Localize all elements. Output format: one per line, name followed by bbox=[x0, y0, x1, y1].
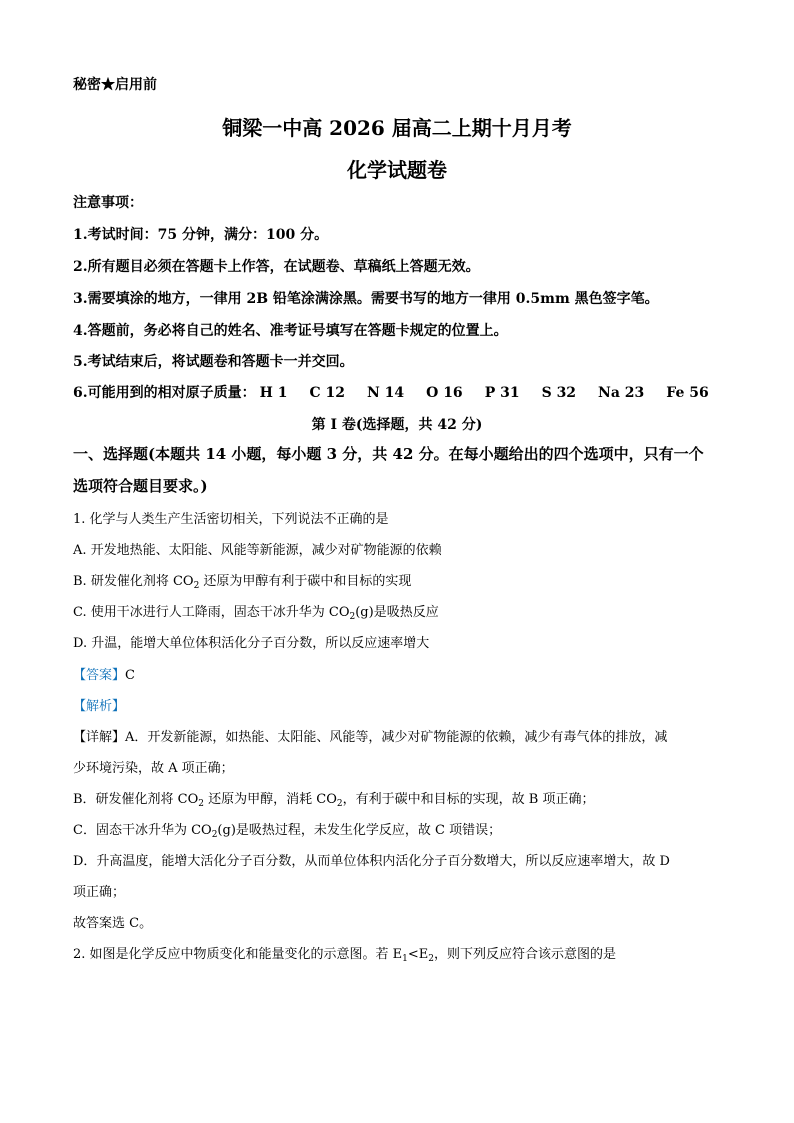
atomic-mass: H 1 bbox=[259, 385, 288, 401]
atomic-mass: C 12 bbox=[309, 385, 345, 401]
atomic-mass: N 14 bbox=[366, 385, 405, 401]
q1-detail-a: 【详解】A．开发新能源，如热能、太阳能、风能等，减少对矿物能源的依赖，减少有毒气体的排放，减 bbox=[73, 730, 668, 745]
q1-detail-a-cont: 少环境污染，故 A 项正确； bbox=[73, 761, 234, 776]
q1-option-b: B. 研发催化剂将 $CO_2$ 还原为甲醇有利于碳中和目标的实现 bbox=[73, 574, 412, 591]
notice-item: 2.所有题目必须在答题卡上作答，在试题卷、草稿纸上答题无效。 bbox=[73, 259, 480, 275]
q1-answer: 【答案】C bbox=[73, 668, 135, 683]
q1-detail-d-cont: 项正确； bbox=[73, 885, 126, 900]
q1-detail-b: B．研发催化剂将 $CO_2$ 还原为甲醇，消耗 $CO_2$，有利于碳中和目标的实现，故 B 项正确； bbox=[73, 792, 595, 809]
q1-detail-d: D．升高温度，能增大活化分子百分数，从而单位体积内活化分子百分数增大，所以反应速率增大，故 D bbox=[73, 854, 670, 869]
part-heading: 一、选择题(本题共 14 小题，每小题 3 分，共 42 分。在每小题给出的四个选项中，只有一个 bbox=[73, 445, 704, 463]
atomic-mass: S 32 bbox=[541, 385, 577, 401]
part-heading-cont: 选项符合题目要求。) bbox=[73, 477, 208, 495]
notice-item: 5.考试结束后，将试题卷和答题卡一并交回。 bbox=[73, 354, 354, 370]
atomic-mass: Na 23 bbox=[598, 385, 645, 401]
atomic-mass: P 31 bbox=[484, 385, 520, 401]
atomic-mass: O 16 bbox=[426, 385, 463, 401]
q1-stem: 1. 化学与人类生产生活密切相关，下列说法不正确的是 bbox=[73, 512, 389, 527]
atomic-mass-label: 6.可能用到的相对原子质量： bbox=[73, 385, 256, 401]
q2-stem: 2. 如图是化学反应中物质变化和能量变化的示意图。若 $E_1<E_2$，则下列反应符合该示意图的是 bbox=[73, 947, 617, 964]
notice-item: 1.考试时间：75 分钟，满分：100 分。 bbox=[73, 227, 329, 243]
exam-title: 铜梁一中高 2026 届高二上期十月月考 bbox=[222, 116, 572, 140]
notice-heading: 注意事项： bbox=[73, 195, 143, 211]
notice-item: 3.需要填涂的地方，一律用 2B 铅笔涂满涂黑。需要书写的地方一律用 0.5mm 黑色签字笔。 bbox=[73, 291, 659, 307]
q1-option-d: D. 升温，能增大单位体积活化分子百分数，所以反应速率增大 bbox=[73, 636, 430, 651]
q1-option-c: C. 使用干冰进行人工降雨，固态干冰升华为 $CO_2(g)$是吸热反应 bbox=[73, 605, 439, 622]
q1-detail-c: C．固态干冰升华为 $CO_2(g)$是吸热过程，未发生化学反应，故 C 项错误； bbox=[73, 823, 502, 840]
q1-option-a: A. 开发地热能、太阳能、风能等新能源，减少对矿物能源的依赖 bbox=[73, 543, 442, 558]
section-title: 第 I 卷(选择题，共 42 分) bbox=[311, 417, 483, 433]
exam-subtitle: 化学试题卷 bbox=[347, 158, 447, 182]
notice-item: 4.答题前，务必将自己的姓名、准考证号填写在答题卡规定的位置上。 bbox=[73, 323, 508, 339]
q1-analysis-tag: 【解析】 bbox=[73, 699, 126, 714]
confidential-mark: 秘密★启用前 bbox=[73, 77, 157, 93]
atomic-mass-line bbox=[73, 382, 731, 402]
q1-conclusion: 故答案选 C。 bbox=[73, 916, 153, 931]
atomic-mass: Fe 56 bbox=[666, 385, 709, 401]
